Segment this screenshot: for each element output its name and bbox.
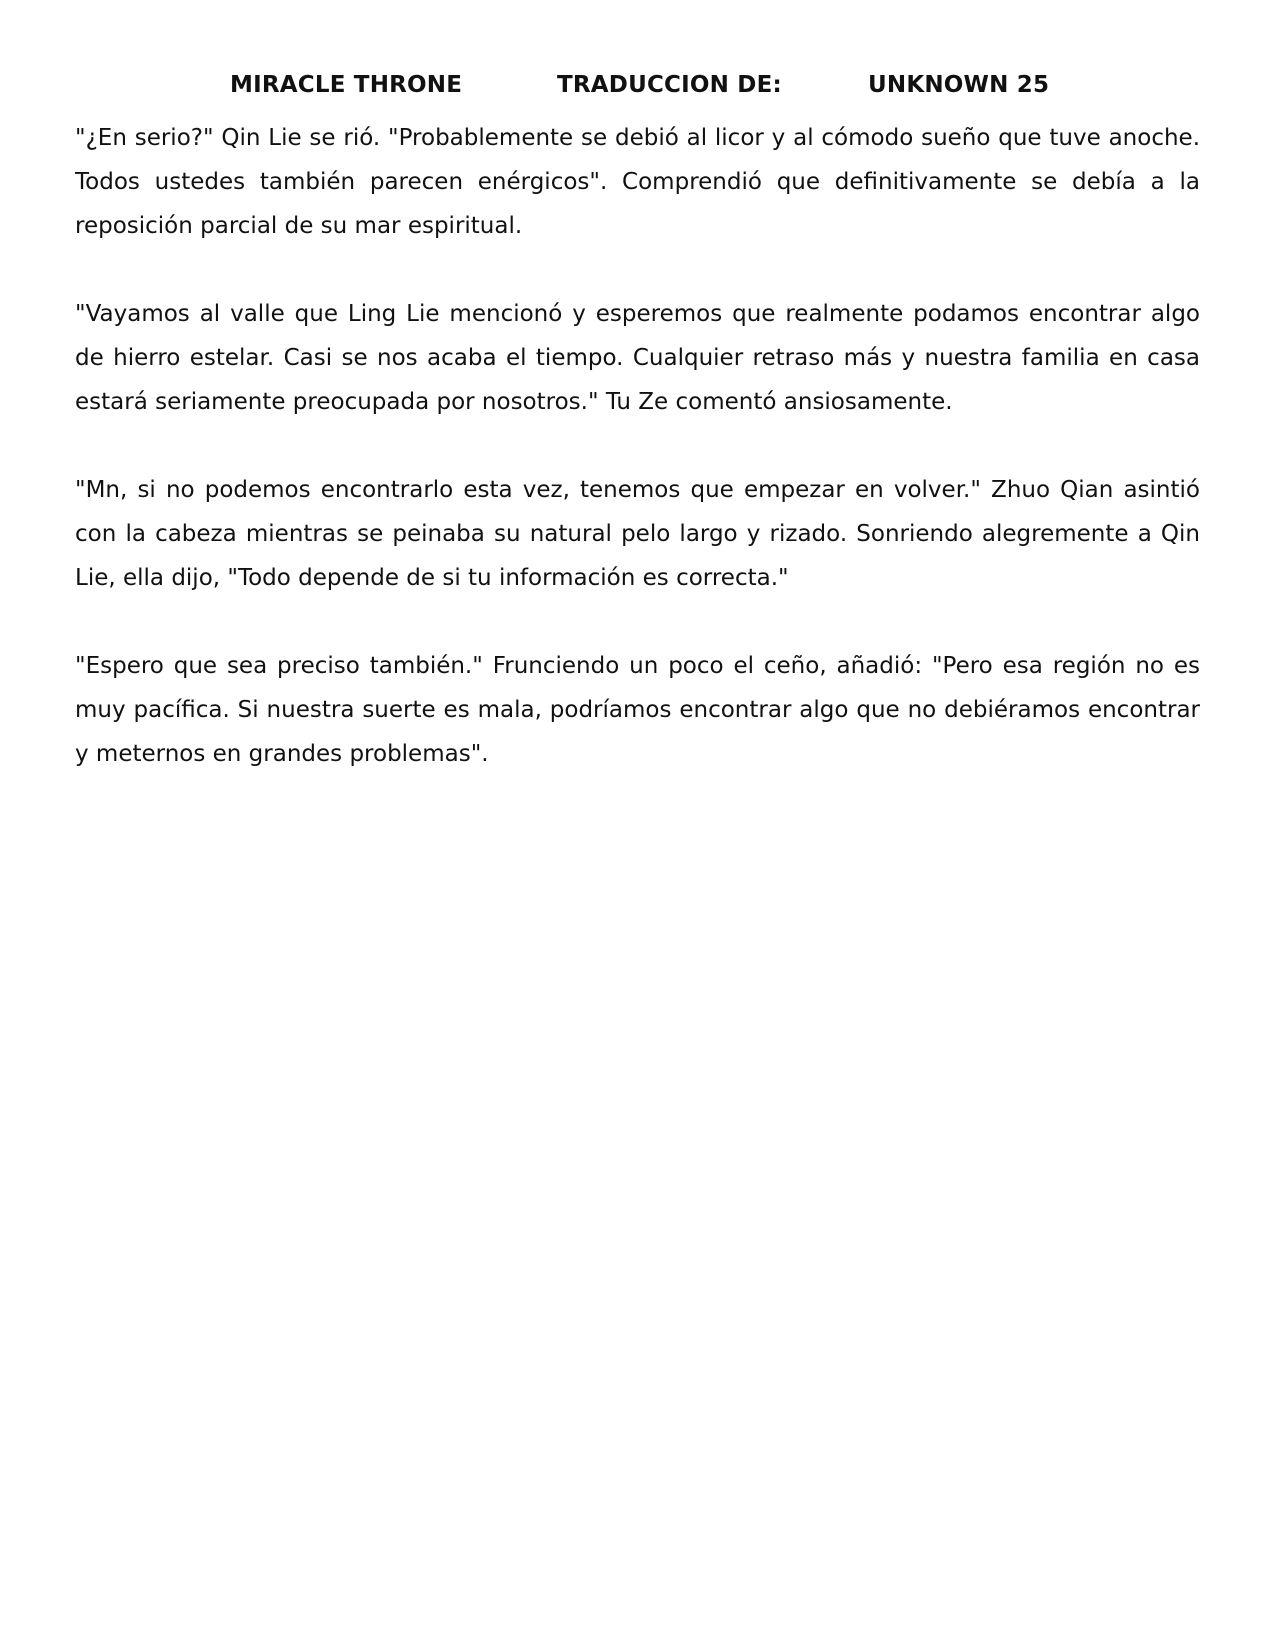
paragraph: "¿En serio?" Qin Lie se rió. "Probablemente se debió al licor y al cómodo sueño que tuve anoche. Todos ustedes también parecen enérgicos". Comprendió que definitivamente se debía a la reposición parcial de su mar espiritual. [75,125,1200,239]
paragraph: "Vayamos al valle que Ling Lie mencionó y esperemos que realmente podamos encontrar algo de hierro estelar. Casi se nos acaba el tiempo. Cualquier retraso más y nuestra familia en casa estará seriamente preocupada por nosotros." Tu Ze comentó ansiosamente. [75,301,1200,415]
novel-title: MIRACLE THRONE [230,72,463,98]
translator-name: UNKNOWN 25 [868,72,1050,98]
body-text [75,116,1200,820]
page-header [0,72,1275,106]
paragraph: "Mn, si no podemos encontrarlo esta vez, tenemos que empezar en volver." Zhuo Qian asintió con la cabeza mientras se peinaba su natural pelo largo y rizado. Sonriendo alegremente a Qin Lie, ella dijo, "Todo depende de si tu información es correcta." [75,477,1200,591]
translation-label: TRADUCCION DE: [557,72,782,98]
paragraph: "Espero que sea preciso también." Frunciendo un poco el ceño, añadió: "Pero esa región no es muy pacífica. Si nuestra suerte es mala, podríamos encontrar algo que no debiéramos encontrar y meternos en grandes problemas". [75,653,1200,767]
